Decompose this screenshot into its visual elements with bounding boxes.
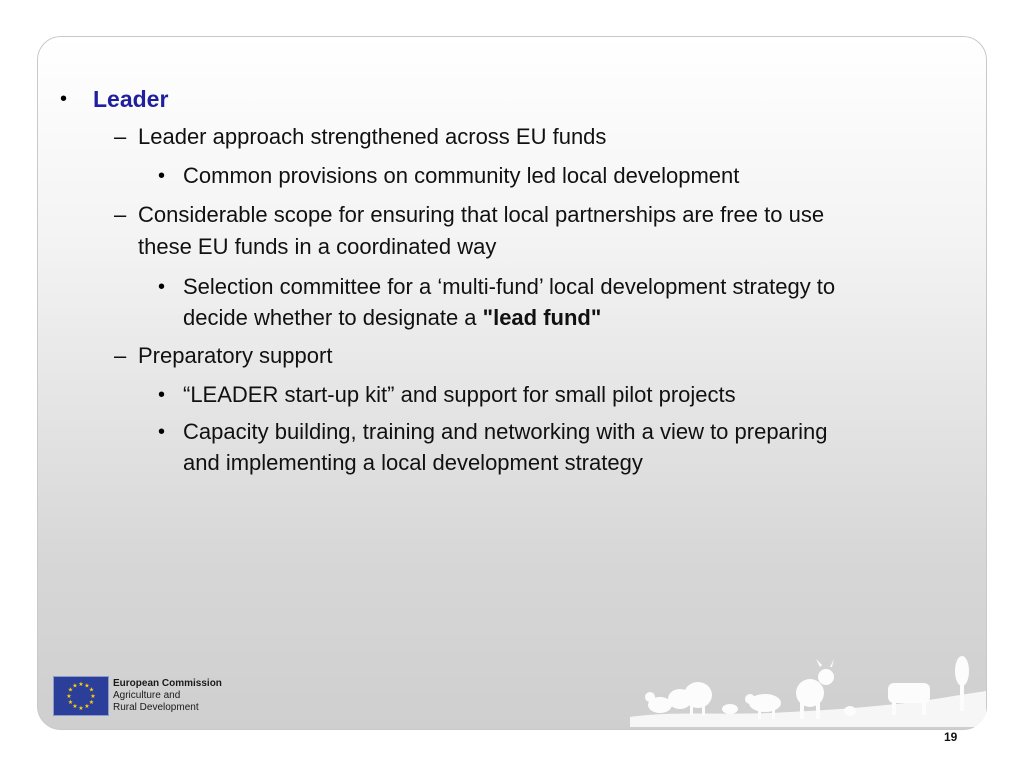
- page-number: 19: [944, 730, 958, 744]
- svg-text:★: ★: [78, 705, 84, 712]
- list-item-continuation: these EU funds in a coordinated way: [138, 234, 497, 259]
- dash-marker: –: [114, 202, 127, 227]
- svg-text:★: ★: [72, 703, 78, 710]
- slide-heading: Leader: [93, 86, 169, 112]
- org-line-2: Agriculture and: [113, 690, 181, 701]
- svg-text:★: ★: [84, 703, 90, 710]
- list-item: Common provisions on community led local development: [183, 163, 740, 188]
- svg-text:★: ★: [78, 681, 84, 688]
- svg-text:★: ★: [67, 699, 74, 706]
- list-item: Considerable scope for ensuring that local partnerships are free to use: [138, 202, 825, 227]
- plain-text: decide whether to designate a: [183, 305, 483, 330]
- eu-flag-logo: [53, 676, 109, 716]
- org-name: [113, 678, 222, 714]
- list-item: Leader approach strengthened across EU funds: [138, 124, 607, 149]
- level1-bullet: •: [60, 88, 68, 110]
- svg-text:★: ★: [88, 699, 95, 706]
- level3-bullet: •: [158, 384, 166, 406]
- level3-bullet: •: [158, 165, 166, 187]
- list-item: “LEADER start-up kit” and support for small pilot projects: [183, 382, 736, 407]
- list-item: Preparatory support: [138, 343, 333, 368]
- org-line-3: Rural Development: [113, 702, 199, 713]
- level3-bullet: •: [158, 421, 166, 443]
- svg-text:★: ★: [67, 686, 74, 694]
- list-item-continuation: and implementing a local development strategy: [183, 450, 643, 475]
- dash-marker: –: [114, 343, 127, 368]
- farm-landscape-illustration: [630, 655, 986, 727]
- svg-text:★: ★: [66, 693, 72, 700]
- svg-text:★: ★: [84, 682, 90, 690]
- svg-text:★: ★: [88, 686, 95, 694]
- list-item: Capacity building, training and networking with a view to preparing: [183, 419, 828, 444]
- dash-marker: –: [114, 124, 127, 149]
- eu-stars-icon: [54, 677, 108, 715]
- svg-text:★: ★: [72, 682, 78, 690]
- svg-text:★: ★: [90, 693, 96, 700]
- level3-bullet: •: [158, 276, 166, 298]
- lead-fund-emphasis: "lead fund": [482, 305, 602, 330]
- list-item-continuation: [183, 305, 601, 331]
- list-item: Selection committee for a ‘multi-fund’ local development strategy to: [183, 274, 836, 299]
- org-line-1: European Commission: [113, 678, 222, 689]
